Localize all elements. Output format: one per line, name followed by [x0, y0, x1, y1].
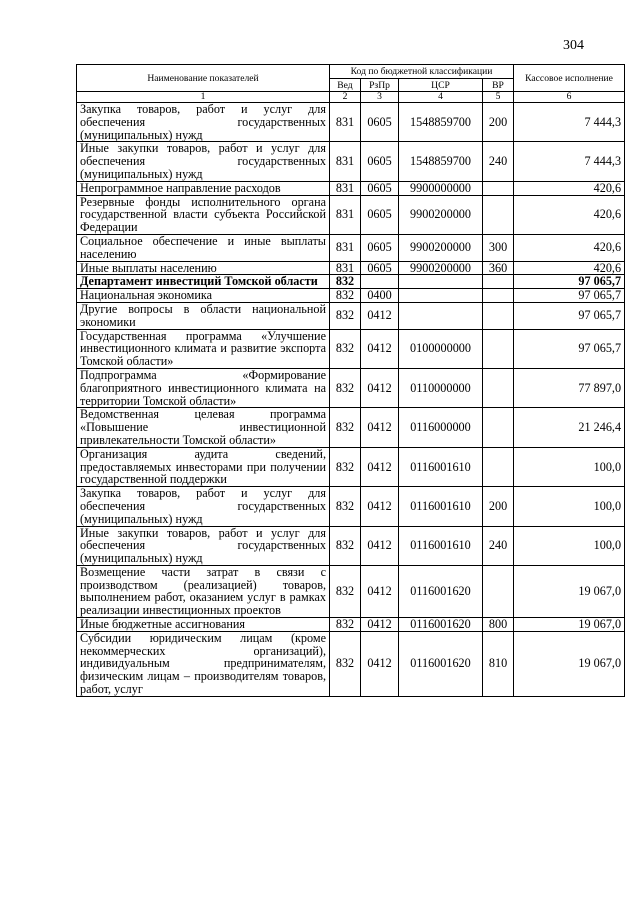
row-csr: 1548859700: [399, 103, 483, 142]
row-amount: 19 067,0: [514, 565, 625, 617]
row-ved: 832: [330, 565, 361, 617]
row-name: Ведомственная целевая программа «Повышение инвестиционной привлекательности Томской области»: [77, 408, 330, 447]
row-vr: [483, 289, 514, 303]
row-ved: 831: [330, 195, 361, 234]
row-amount: 420,6: [514, 181, 625, 195]
row-csr: [399, 275, 483, 289]
row-vr: 800: [483, 618, 514, 632]
row-csr: 9900200000: [399, 261, 483, 275]
row-name: Закупка товаров, работ и услуг для обеспечения государственных (муниципальных) нужд: [77, 103, 330, 142]
row-ved: 832: [330, 408, 361, 447]
row-ved: 831: [330, 103, 361, 142]
table-row: [77, 487, 625, 526]
row-name: Иные закупки товаров, работ и услуг для обеспечения государственных (муниципальных) нужд: [77, 142, 330, 181]
row-name: Государственная программа «Улучшение инвестиционного климата и развитие экспорта Томской области»: [77, 329, 330, 368]
row-ved: 832: [330, 631, 361, 696]
row-vr: [483, 275, 514, 289]
row-ved: 831: [330, 234, 361, 261]
row-csr: 9900200000: [399, 195, 483, 234]
row-amount: 97 065,7: [514, 275, 625, 289]
table-row: [77, 261, 625, 275]
row-rzpr: 0605: [361, 261, 399, 275]
header-vr: ВР: [483, 79, 514, 92]
row-vr: 360: [483, 261, 514, 275]
row-csr: 1548859700: [399, 142, 483, 181]
header-code-group: Код по бюджетной классификации: [330, 65, 514, 79]
row-rzpr: 0605: [361, 181, 399, 195]
row-rzpr: 0412: [361, 329, 399, 368]
row-name: Резервные фонды исполнительного органа государственной власти субъекта Российской Федерации: [77, 195, 330, 234]
row-ved: 831: [330, 181, 361, 195]
column-numbers-row: [77, 92, 625, 103]
table-row: [77, 631, 625, 696]
row-csr: 0116001610: [399, 447, 483, 486]
row-ved: 832: [330, 275, 361, 289]
row-csr: 0116001610: [399, 526, 483, 565]
row-vr: 240: [483, 142, 514, 181]
row-amount: 19 067,0: [514, 631, 625, 696]
row-csr: [399, 289, 483, 303]
row-vr: 240: [483, 526, 514, 565]
table-row: [77, 302, 625, 329]
table-row: [77, 565, 625, 617]
row-name: Иные выплаты населению: [77, 261, 330, 275]
row-ved: 832: [330, 368, 361, 407]
row-vr: [483, 447, 514, 486]
row-vr: 200: [483, 487, 514, 526]
row-vr: [483, 181, 514, 195]
row-csr: 0110000000: [399, 368, 483, 407]
row-csr: 0116001620: [399, 565, 483, 617]
row-ved: 831: [330, 261, 361, 275]
row-rzpr: 0412: [361, 302, 399, 329]
row-name: Иные бюджетные ассигнования: [77, 618, 330, 632]
header-csr: ЦСР: [399, 79, 483, 92]
row-amount: 420,6: [514, 234, 625, 261]
table-row: [77, 526, 625, 565]
row-csr: 0116000000: [399, 408, 483, 447]
row-rzpr: 0400: [361, 289, 399, 303]
column-number: 4: [399, 92, 483, 103]
row-amount: 420,6: [514, 195, 625, 234]
row-vr: 200: [483, 103, 514, 142]
row-name: Национальная экономика: [77, 289, 330, 303]
row-csr: 0116001620: [399, 631, 483, 696]
page-number: 304: [563, 38, 584, 53]
row-vr: [483, 408, 514, 447]
row-amount: 100,0: [514, 487, 625, 526]
row-ved: 832: [330, 487, 361, 526]
row-vr: 810: [483, 631, 514, 696]
table-row: [77, 408, 625, 447]
row-rzpr: 0605: [361, 103, 399, 142]
row-csr: 9900000000: [399, 181, 483, 195]
row-csr: 0116001620: [399, 618, 483, 632]
row-vr: [483, 302, 514, 329]
row-csr: 0100000000: [399, 329, 483, 368]
table-row: [77, 368, 625, 407]
row-amount: 97 065,7: [514, 289, 625, 303]
row-rzpr: [361, 275, 399, 289]
column-number: 5: [483, 92, 514, 103]
row-vr: [483, 329, 514, 368]
budget-table: [76, 64, 625, 697]
column-number: 1: [77, 92, 330, 103]
table-row-department: [77, 275, 625, 289]
row-csr: [399, 302, 483, 329]
row-rzpr: 0412: [361, 631, 399, 696]
row-rzpr: 0605: [361, 142, 399, 181]
row-name: Подпрограмма «Формирование благоприятного инвестиционного климата на территории Томской области»: [77, 368, 330, 407]
row-ved: 832: [330, 329, 361, 368]
row-rzpr: 0605: [361, 195, 399, 234]
table-row: [77, 234, 625, 261]
row-name: Департамент инвестиций Томской области: [77, 275, 330, 289]
row-rzpr: 0412: [361, 408, 399, 447]
column-number: 6: [514, 92, 625, 103]
row-rzpr: 0605: [361, 234, 399, 261]
row-vr: [483, 368, 514, 407]
row-rzpr: 0412: [361, 447, 399, 486]
row-amount: 100,0: [514, 526, 625, 565]
row-name: Непрограммное направление расходов: [77, 181, 330, 195]
row-amount: 7 444,3: [514, 142, 625, 181]
row-rzpr: 0412: [361, 487, 399, 526]
table-row: [77, 181, 625, 195]
row-ved: 831: [330, 142, 361, 181]
row-name: Субсидии юридическим лицам (кроме некоммерческих организаций), индивидуальным предпринимателям, физическим лицам – производителям товаров, работ, услуг: [77, 631, 330, 696]
row-ved: 832: [330, 447, 361, 486]
column-number: 2: [330, 92, 361, 103]
row-ved: 832: [330, 526, 361, 565]
row-csr: 9900200000: [399, 234, 483, 261]
header-rzpr: РзПр: [361, 79, 399, 92]
header-execution: Кассовое исполнение: [514, 65, 625, 92]
row-csr: 0116001610: [399, 487, 483, 526]
row-name: Возмещение части затрат в связи с производством (реализацией) товаров, выполнением работ, оказанием услуг в рамках реализации инвестиционных проектов: [77, 565, 330, 617]
row-name: Закупка товаров, работ и услуг для обеспечения государственных (муниципальных) нужд: [77, 487, 330, 526]
table-row: [77, 329, 625, 368]
row-amount: 7 444,3: [514, 103, 625, 142]
row-rzpr: 0412: [361, 368, 399, 407]
row-rzpr: 0412: [361, 565, 399, 617]
column-number: 3: [361, 92, 399, 103]
row-ved: 832: [330, 289, 361, 303]
row-amount: 420,6: [514, 261, 625, 275]
row-vr: [483, 195, 514, 234]
row-amount: 21 246,4: [514, 408, 625, 447]
row-amount: 97 065,7: [514, 302, 625, 329]
header-name: Наименование показателей: [77, 65, 330, 92]
table-row: [77, 618, 625, 632]
table-row: [77, 142, 625, 181]
row-rzpr: 0412: [361, 526, 399, 565]
row-amount: 97 065,7: [514, 329, 625, 368]
header-ved: Вед: [330, 79, 361, 92]
table-row: [77, 447, 625, 486]
row-amount: 19 067,0: [514, 618, 625, 632]
row-vr: 300: [483, 234, 514, 261]
table-row: [77, 195, 625, 234]
row-rzpr: 0412: [361, 618, 399, 632]
row-amount: 77 897,0: [514, 368, 625, 407]
row-name: Социальное обеспечение и иные выплаты населению: [77, 234, 330, 261]
table-row: [77, 289, 625, 303]
row-name: Организация аудита сведений, предоставляемых инвесторами при получении государственной поддержки: [77, 447, 330, 486]
row-ved: 832: [330, 302, 361, 329]
table-row: [77, 103, 625, 142]
row-vr: [483, 565, 514, 617]
row-name: Другие вопросы в области национальной экономики: [77, 302, 330, 329]
row-ved: 832: [330, 618, 361, 632]
row-name: Иные закупки товаров, работ и услуг для обеспечения государственных (муниципальных) нужд: [77, 526, 330, 565]
row-amount: 100,0: [514, 447, 625, 486]
